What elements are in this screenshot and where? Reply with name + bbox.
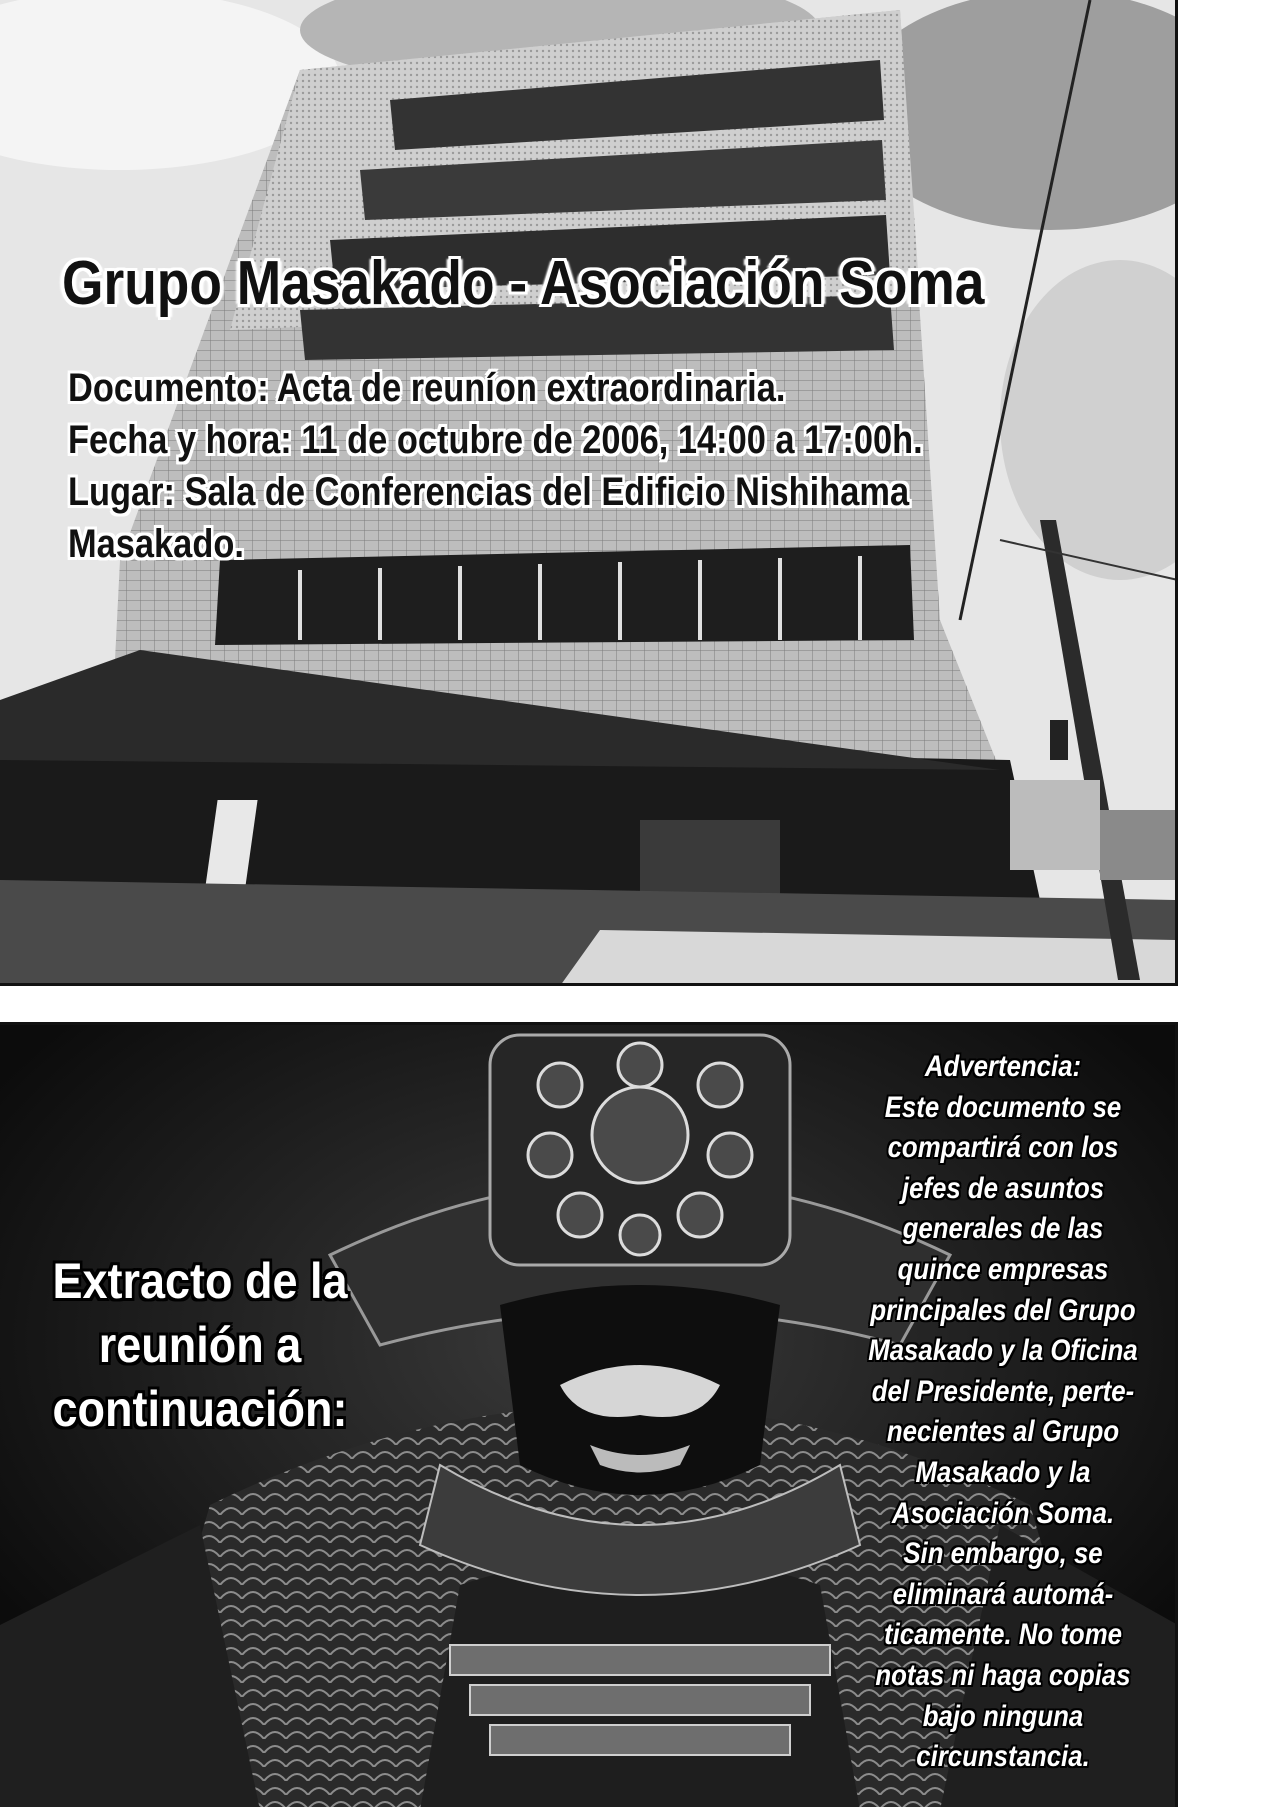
location-line-continued: Masakado.: [68, 522, 244, 566]
warning-line: Advertencia:: [924, 1050, 1082, 1083]
meeting-excerpt-caption: [38, 1249, 362, 1441]
date-time-line: Fecha y hora: 11 de octubre de 2006, 14:00 a 17:00h.: [68, 418, 923, 462]
caption-line: Extracto de la: [52, 1253, 348, 1309]
caption-line: continuación:: [52, 1381, 348, 1437]
warning-line: generales de las: [902, 1212, 1104, 1246]
warning-line: circunstancia.: [916, 1740, 1090, 1774]
samurai-panel: [0, 1022, 1178, 1807]
document-type-line: Documento: Acta de reuníon extraordinaria.: [68, 366, 786, 410]
organization-title: Grupo Masakado - Asociación Soma: [62, 249, 985, 318]
warning-notice: [861, 1047, 1145, 1778]
warning-line: Masakado y la Oficina: [868, 1334, 1138, 1368]
warning-line: Asociación Soma.: [891, 1496, 1115, 1530]
warning-line: bajo ninguna: [922, 1699, 1084, 1733]
warning-line: eliminará automá-: [892, 1577, 1114, 1611]
caption-line: reunión a: [98, 1317, 302, 1373]
warning-line: Este documento se: [884, 1090, 1122, 1124]
warning-line: jefes de asuntos: [901, 1171, 1105, 1205]
warning-line: necientes al Grupo: [886, 1415, 1120, 1449]
warning-line: Masakado y la: [915, 1455, 1091, 1489]
location-line: Lugar: Sala de Conferencias del Edificio Nishihama: [68, 470, 910, 514]
document-info: [68, 362, 1100, 570]
warning-line: notas ni haga copias: [875, 1658, 1131, 1692]
warning-line: principales del Grupo: [870, 1293, 1136, 1327]
warning-line: ticamente. No tome: [883, 1618, 1122, 1652]
warning-line: del Presidente, perte-: [871, 1374, 1135, 1408]
warning-line: compartirá con los: [887, 1131, 1119, 1165]
warning-line: Sin embargo, se: [903, 1537, 1103, 1571]
warning-line: quince empresas: [897, 1252, 1109, 1286]
